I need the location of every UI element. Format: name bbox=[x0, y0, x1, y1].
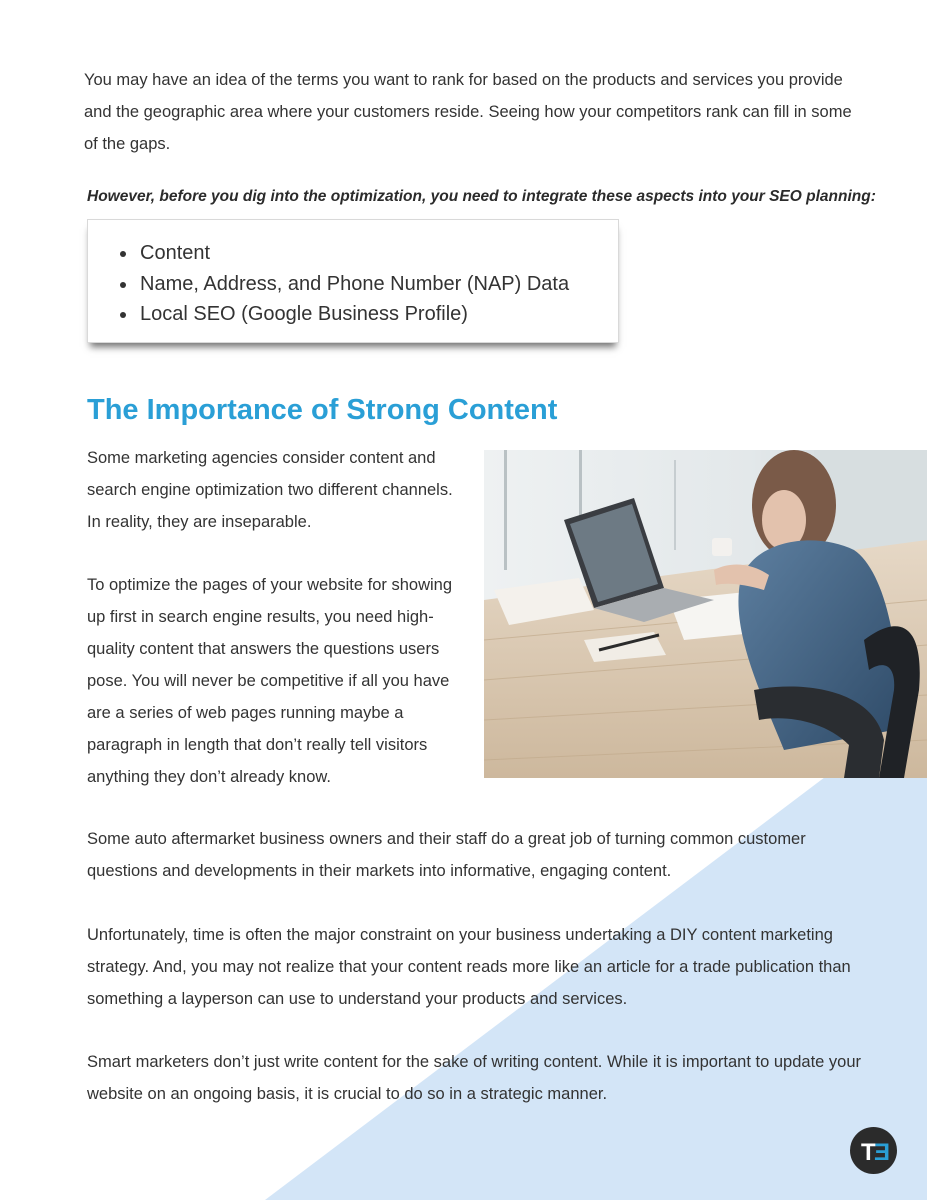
brand-logo bbox=[850, 1127, 897, 1174]
content-paragraph-5: Smart marketers don’t just write content for the sake of writing content. While it is important to update your website on an ongoing basis, it is crucial to do so in a strategic manner. bbox=[87, 1053, 862, 1103]
aspects-box bbox=[87, 219, 619, 343]
woman-laptop-photo bbox=[484, 450, 927, 778]
content-paragraph-2: To optimize the pages of your website for showing up first in search engine results, you need high-quality content that answers the questions users pose. You will never be competitive if all you have are a series of web pages running maybe a paragraph in length that don’t really tell visitors anything they don’t already know. bbox=[87, 576, 453, 786]
section-heading: The Importance of Strong Content bbox=[87, 394, 558, 426]
content-paragraph-3: Some auto aftermarket business owners and their staff do a great job of turning common customer questions and developments in their markets into informative, engaging content. bbox=[87, 830, 806, 880]
content-paragraph-4: Unfortunately, time is often the major constraint on your business undertaking a DIY content marketing strategy. And, you may not realize that your content reads more like an article for a trade publication than something a layperson can use to understand your products and services. bbox=[87, 926, 851, 1008]
brand-logo-mark bbox=[850, 1127, 897, 1174]
list-item: • Local SEO (Google Business Profile) bbox=[138, 299, 618, 330]
list-item: • Name, Address, and Phone Number (NAP) Data bbox=[138, 269, 618, 300]
list-item: • Content bbox=[138, 238, 618, 269]
aspects-list bbox=[88, 220, 618, 330]
lead-sentence: However, before you dig into the optimization, you need to integrate these aspects into your SEO planning: bbox=[87, 188, 876, 205]
content-paragraph-1: Some marketing agencies consider content and search engine optimization two different channels. In reality, they are inseparable. bbox=[87, 449, 453, 531]
logo-t: T bbox=[861, 1139, 876, 1166]
intro-paragraph: You may have an idea of the terms you want to rank for based on the products and services you provide and the geographic area where your customers reside. Seeing how your competitors rank can fill in some of the gaps. bbox=[84, 71, 852, 153]
logo-e: Ǝ bbox=[874, 1139, 891, 1166]
